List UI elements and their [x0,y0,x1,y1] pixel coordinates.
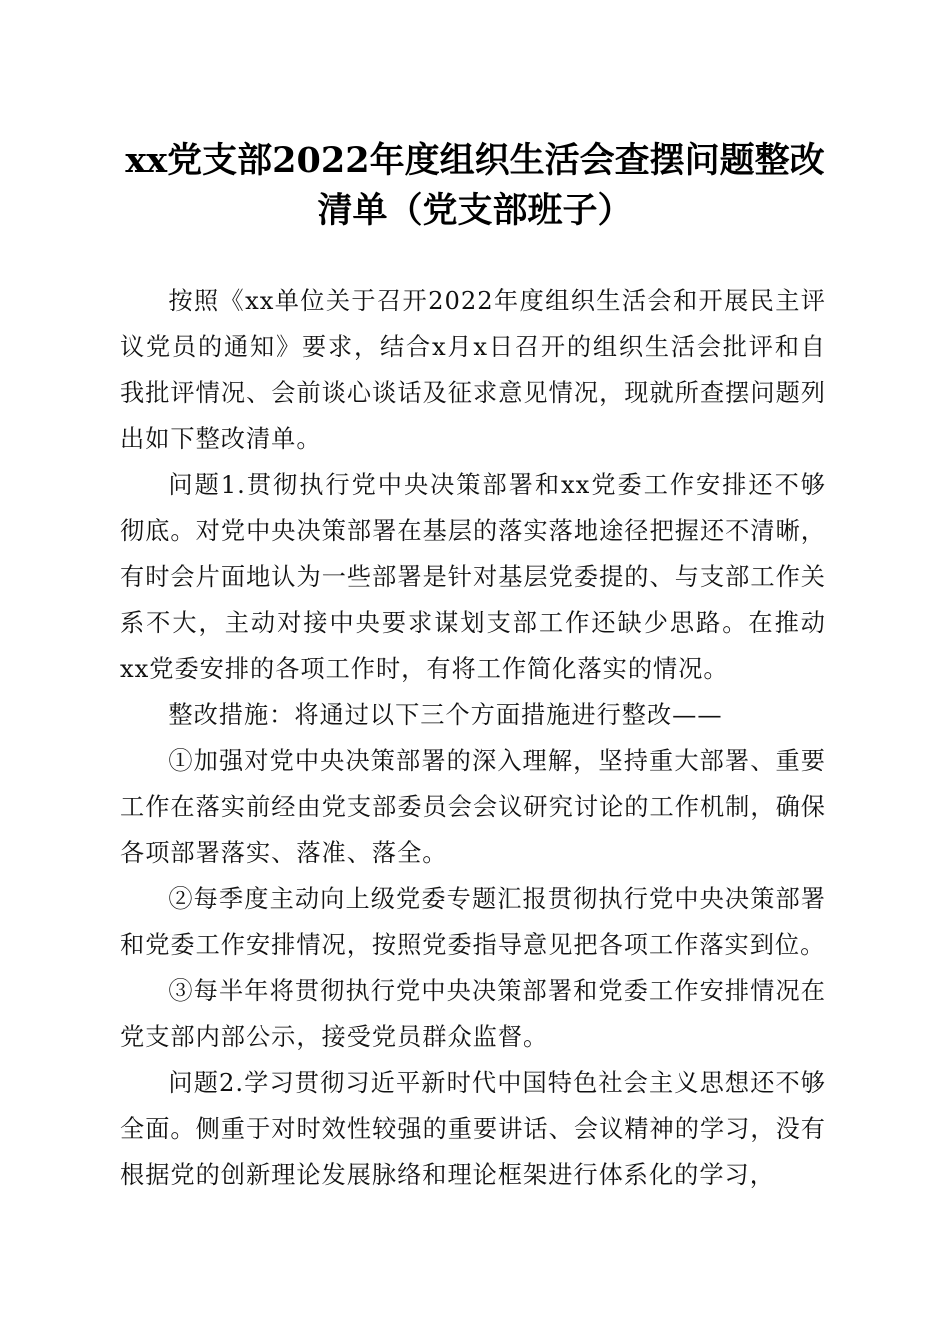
paragraph-measure-1: ①加强对党中央决策部署的深入理解，坚持重大部署、重要工作在落实前经由党支部委员会会议研究讨论的工作机制，确保各项部署落实、落准、落全。 [120,747,826,867]
document-body [120,278,826,1198]
paragraph-measures-heading: 整改措施：将通过以下三个方面措施进行整改—— [168,701,723,729]
paragraph-intro: 按照《xx单位关于召开2022年度组织生活会和开展民主评议党员的通知》要求，结合x月x日召开的组织生活会批评和自我批评情况、会前谈心谈话及征求意见情况，现就所查摆问题列出如下整改清单。 [120,287,826,453]
title-line-2: 清单（党支部班子） [317,190,633,231]
title-line-1: xx党支部2022年度组织生活会查摆问题整改 [125,140,825,181]
paragraph-measure-3: ③每半年将贯彻执行党中央决策部署和党委工作安排情况在党支部内部公示，接受党员群众监督。 [120,977,826,1051]
paragraph-problem-2: 问题2.学习贯彻习近平新时代中国特色社会主义思想还不够全面。侧重于对时效性较强的重要讲话、会议精神的学习，没有根据党的创新理论发展脉络和理论框架进行体系化的学习， [120,1069,826,1189]
document-title [110,136,840,236]
paragraph-problem-1: 问题1.贯彻执行党中央决策部署和xx党委工作安排还不够彻底。对党中央决策部署在基层的落实落地途径把握还不清晰，有时会片面地认为一些部署是针对基层党委提的、与支部工作关系不大，主动对接中央要求谋划支部工作还缺少思路。在推动xx党委安排的各项工作时，有将工作简化落实的情况。 [120,471,826,683]
paragraph-measure-2: ②每季度主动向上级党委专题汇报贯彻执行党中央决策部署和党委工作安排情况，按照党委指导意见把各项工作落实到位。 [120,885,826,959]
